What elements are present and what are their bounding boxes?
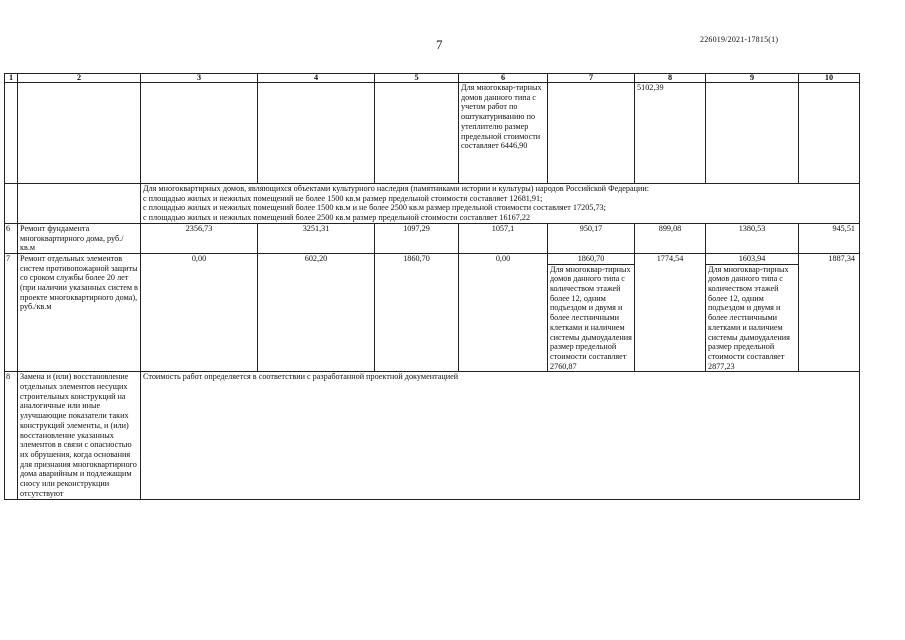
col-header: 6 (459, 74, 548, 83)
col-header: 7 (548, 74, 635, 83)
cell-value: 950,17 (548, 223, 635, 253)
cell-value: 1860,70 (375, 253, 459, 371)
row-label: Ремонт отдельных элементов систем противопожарной защиты со сроком службы более 20 лет (при наличии указанных систем в проекте многоквартирного дома), руб./кв.м (18, 253, 141, 371)
cell-composite (706, 253, 799, 371)
cell (375, 83, 459, 184)
cell (18, 184, 141, 224)
row-merged-text: Стоимость работ определяется в соответствии с разработанной проектной документацией (141, 372, 860, 499)
cell-value: 1887,34 (799, 253, 860, 371)
cell-value: 945,51 (799, 223, 860, 253)
row-label: Ремонт фундамента многоквартирного дома, руб./кв.м (18, 223, 141, 253)
cell-note: Для многоквар-тирных домов данного типа с учетом работ по оштукатуриванию по утеплителю размер предельной стоимости составляет 6446,90 (459, 83, 548, 184)
heritage-title: Для многоквартирных домов, являющихся объектами культурного наследия (памятниками истории и культуры) народов Российской Федерации: (143, 184, 650, 193)
tariff-table (4, 73, 860, 500)
cell-value: 602,20 (258, 253, 375, 371)
cell (706, 83, 799, 184)
cell-note: Для многоквар-тирных домов данного типа с количеством этажей более 12, одним подъездом и двумя и более лестничными клетками и наличием системы дымоудаления размер предельной стоимости составляет 2760,87 (548, 264, 634, 372)
cell (5, 83, 18, 184)
heritage-line: с площадью жилых и нежилых помещений более 1500 кв.м и не более 2500 кв.м размер предельной стоимости составляет 17205,73; (143, 203, 606, 213)
header-row (5, 74, 860, 83)
table-row-continued (5, 83, 860, 184)
cell-value: 1380,53 (706, 223, 799, 253)
cell-value: 899,08 (635, 223, 706, 253)
col-header: 2 (18, 74, 141, 83)
col-header: 9 (706, 74, 799, 83)
col-header: 5 (375, 74, 459, 83)
cell (258, 83, 375, 184)
cell-value: 1603,94 (738, 253, 766, 263)
cell-value: 5102,39 (635, 83, 706, 184)
table-row (5, 253, 860, 371)
col-header: 8 (635, 74, 706, 83)
document-number: 226019/2021-17815(1) (700, 35, 779, 44)
page-number: 7 (436, 37, 443, 52)
cell-value: 3251,31 (258, 223, 375, 253)
col-header: 1 (5, 74, 18, 83)
heritage-line: с площадью жилых и нежилых помещений более 2500 кв.м размер предельной стоимости составляет 16167,22 (143, 213, 531, 223)
cell (5, 184, 18, 224)
cell (18, 83, 141, 184)
heritage-note (141, 184, 860, 224)
table-row (5, 372, 860, 499)
cell-value: 1860,70 (577, 253, 605, 263)
cell (799, 83, 860, 184)
cell (141, 83, 258, 184)
row-index: 7 (5, 253, 18, 371)
cell-value: 1774,54 (635, 253, 706, 371)
col-header: 10 (799, 74, 860, 83)
cell-value: 2356,73 (141, 223, 258, 253)
cell-value: 0,00 (141, 253, 258, 371)
cell-composite (548, 253, 635, 371)
row-index: 8 (5, 372, 18, 499)
table-row (5, 223, 860, 253)
row-label: Замена и (или) восстановление отдельных элементов несущих строительных конструкций на аналогичные или иные улучшающие показатели таких конструкций элементы, и (или) восстановление указанных элементов в связи с опасностью их обрушения, когда основания для признания многоквартирного дома аварийным и подлежащим сносу или реконструкции отсутствуют (18, 372, 141, 499)
heritage-line: с площадью жилых и нежилых помещений не более 1500 кв.м размер предельной стоимости составляет 12681,91; (143, 193, 543, 203)
heritage-row (5, 184, 860, 224)
cell-note: Для многоквар-тирных домов данного типа с количеством этажей более 12, одним подъездом и двумя и более лестничными клетками и наличием системы дымоудаления размер предельной стоимости составляет 2877,23 (706, 264, 798, 372)
cell-value: 1057,1 (459, 223, 548, 253)
row-index: 6 (5, 223, 18, 253)
cell-value: 1097,29 (375, 223, 459, 253)
cell-value: 0,00 (459, 253, 548, 371)
col-header: 3 (141, 74, 258, 83)
col-header: 4 (258, 74, 375, 83)
cell (548, 83, 635, 184)
